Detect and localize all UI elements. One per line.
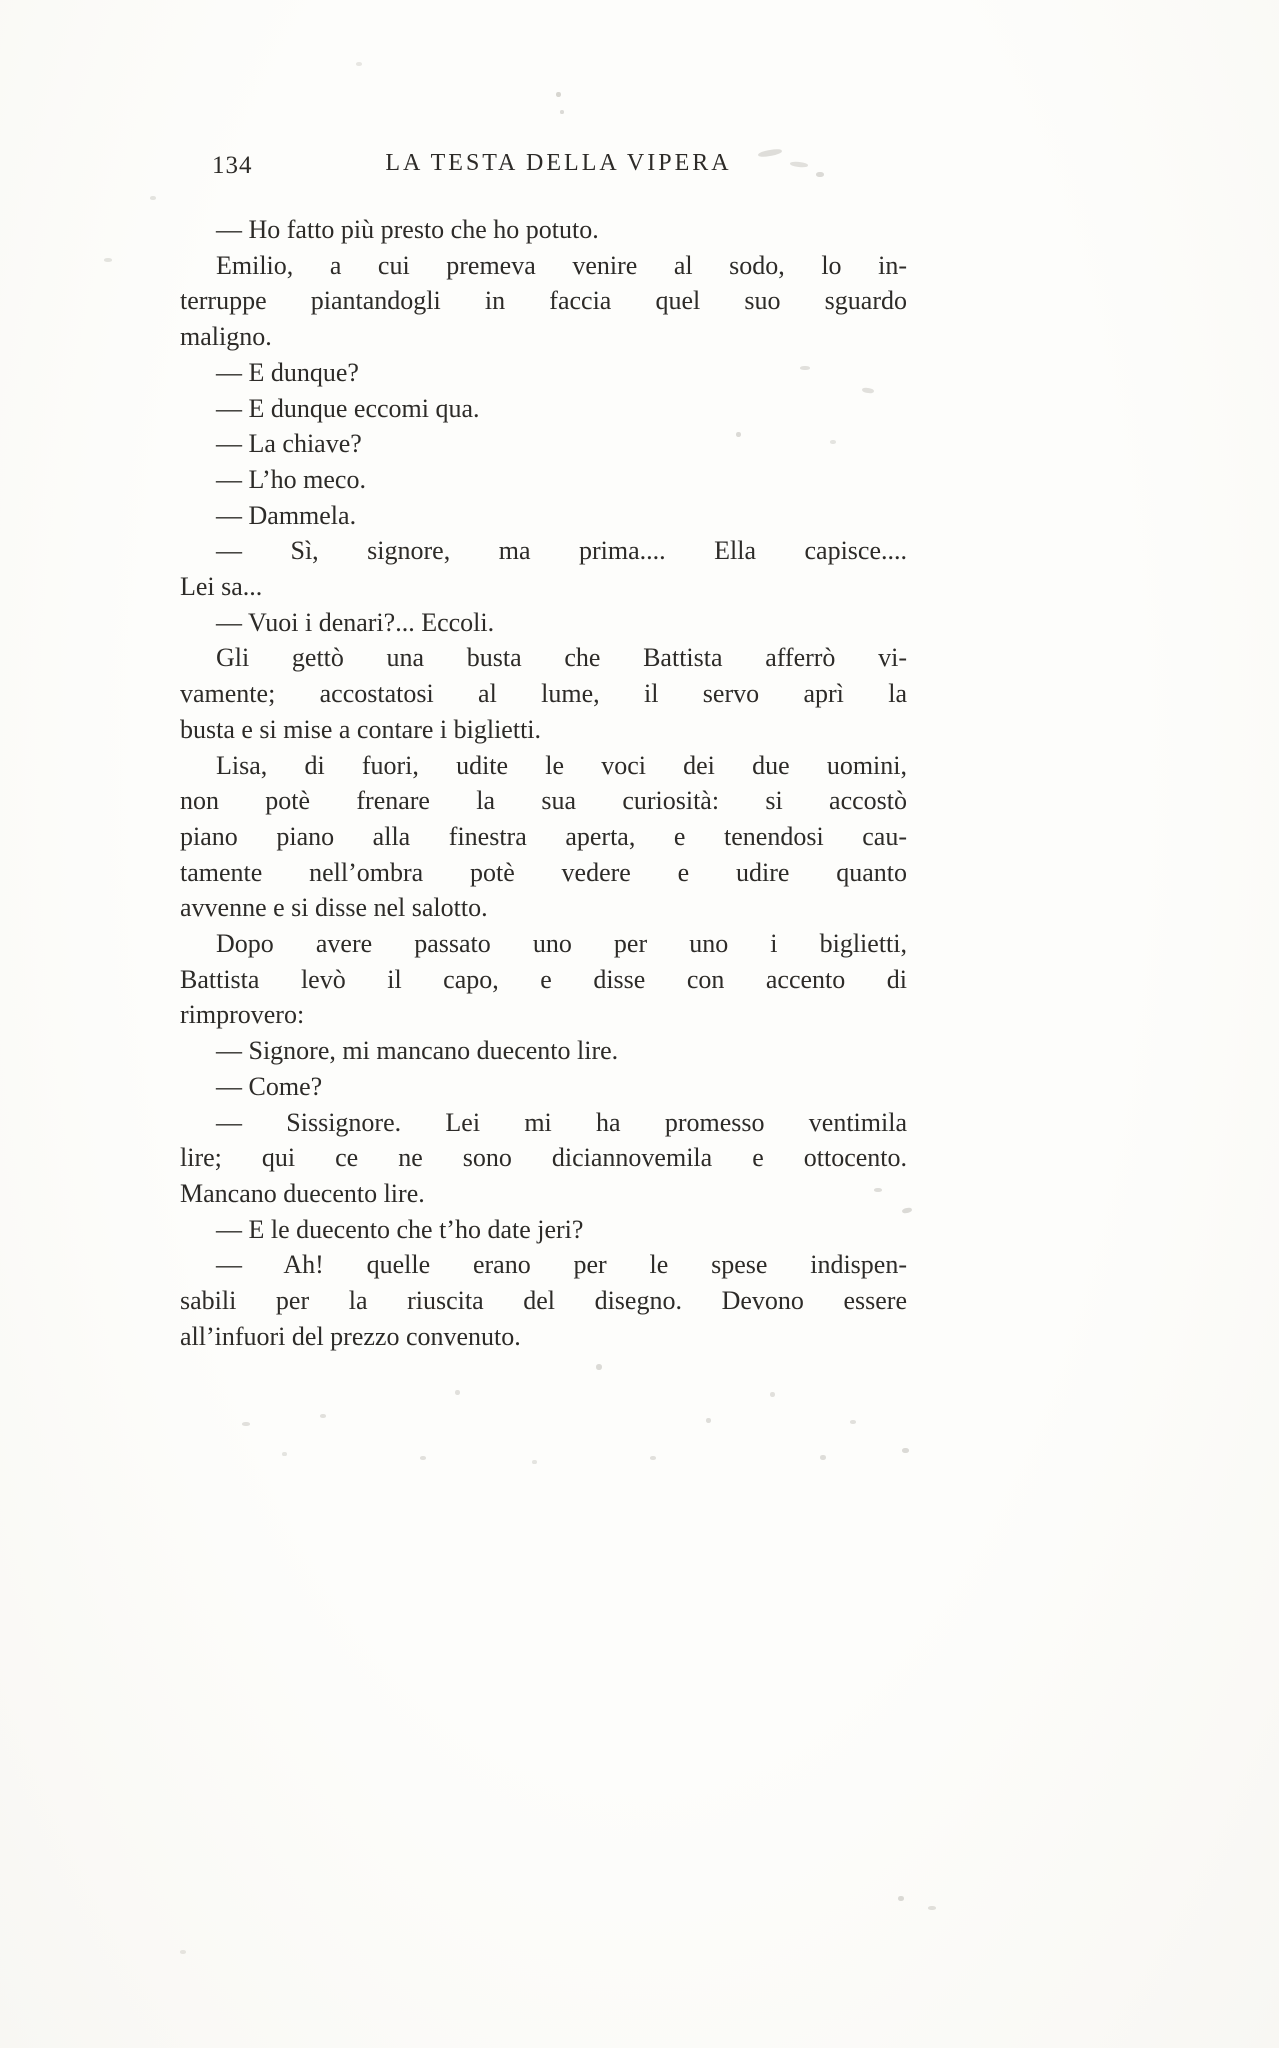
paragraph [180,1069,907,1105]
scan-artifact [532,1460,537,1464]
text-line: busta e si mise a contare i biglietti. [180,714,542,744]
paragraph [180,1105,907,1212]
page-header [180,150,907,186]
text-line: — La chiave? [216,429,362,459]
text-line: — E dunque eccomi qua. [216,393,480,423]
text-line: — Signore, mi mancano duecento lire. [216,1036,619,1066]
text-line: — E dunque? [216,357,359,387]
text-line: — Dammela. [216,500,357,530]
paragraph [180,498,907,534]
paragraph [180,391,907,427]
scan-artifact [874,1188,882,1192]
text-line: vamente; accostatosi al lume, il servo aprì la [180,679,907,709]
scan-artifact [242,1422,250,1426]
scan-artifact [902,1207,913,1214]
text-line: — Sissignore. Lei mi ha promesso ventimila [216,1107,907,1137]
text-line: all’infuori del prezzo convenuto. [180,1321,521,1351]
scan-artifact [830,440,836,444]
text-line: — Ah! quelle erano per le spese indispen- [216,1250,907,1280]
paragraph [180,926,907,1033]
scan-artifact [356,62,362,66]
scan-artifact [820,1455,826,1460]
paragraph [180,426,907,462]
running-title: LA TESTA DELLA VIPERA [385,150,732,176]
scan-artifact [902,1448,909,1453]
scan-artifact [928,1906,936,1910]
text-line: non potè frenare la sua curiosità: si accostò [180,786,907,816]
text-block [180,150,907,1355]
text-line: — L’ho meco. [216,464,366,494]
text-line: piano piano alla finestra aperta, e tenendosi cau- [180,821,907,851]
page-number: 134 [212,152,253,179]
scan-artifact [150,196,156,200]
scan-artifact [556,92,561,97]
scan-artifact [706,1418,711,1423]
text-line: rimprovero: [180,1000,305,1030]
paragraph [180,1247,907,1354]
scan-artifact [770,1392,775,1397]
text-line: — E le duecento che t’ho date jeri? [216,1214,584,1244]
paragraph [180,462,907,498]
scan-artifact [282,1452,287,1456]
paragraph [180,640,907,747]
scan-artifact [180,1950,186,1954]
paragraph [180,248,907,355]
scan-artifact [455,1390,460,1395]
text-line: — Come? [216,1071,323,1101]
paragraph [180,533,907,604]
text-line: avvenne e si disse nel salotto. [180,893,488,923]
text-line: — Sì, signore, ma prima.... Ella capisce.... [216,536,907,566]
scan-artifact [898,1896,904,1901]
paragraph [180,605,907,641]
paragraph [180,748,907,927]
text-line: Lei sa... [180,572,263,602]
scan-artifact [736,432,741,437]
text-line: Dopo avere passato uno per uno i biglietti, [216,929,907,959]
text-line: Mancano duecento lire. [180,1178,425,1208]
scan-artifact [596,1364,602,1370]
text-line: tamente nell’ombra potè vedere e udire quanto [180,857,907,887]
text-line: terruppe piantandogli in faccia quel suo sguardo [180,286,907,316]
text-line: sabili per la riuscita del disegno. Devono essere [180,1286,907,1316]
scan-artifact [420,1456,426,1460]
scan-artifact [800,366,810,370]
text-line: Lisa, di fuori, udite le voci dei due uomini, [216,750,907,780]
text-line: — Vuoi i denari?... Eccoli. [216,607,495,637]
text-line: Gli gettò una busta che Battista afferrò vi- [216,643,907,673]
scan-artifact [560,110,564,114]
paragraph [180,355,907,391]
scan-artifact [320,1414,326,1418]
scan-artifact [816,172,824,177]
text-line: Emilio, a cui premeva venire al sodo, lo in- [216,250,907,280]
page-body [180,212,907,1355]
paragraph [180,1033,907,1069]
scan-artifact [850,1420,856,1424]
text-line: — Ho fatto più presto che ho potuto. [216,215,599,244]
paragraph [180,1212,907,1248]
text-line: maligno. [180,322,272,352]
scan-artifact [650,1456,656,1460]
scan-artifact [104,258,112,262]
paragraph [180,212,907,248]
text-line: lire; qui ce ne sono diciannovemila e ottocento. [180,1143,907,1173]
text-line: Battista levò il capo, e disse con accento di [180,964,907,994]
